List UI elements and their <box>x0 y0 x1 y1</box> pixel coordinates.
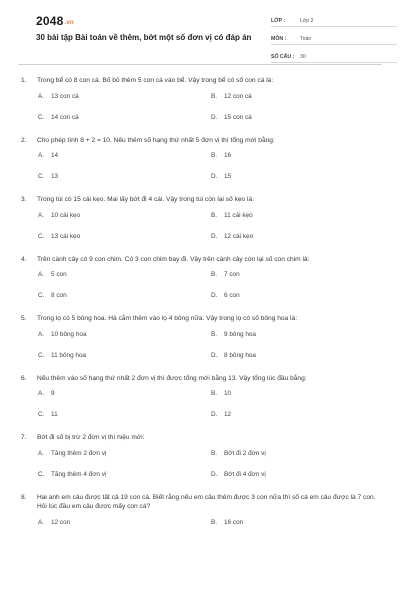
answer-option[interactable] <box>211 389 384 398</box>
option-letter: D. <box>211 232 218 240</box>
question-item <box>18 493 382 527</box>
meta-value: Lớp 2 <box>300 18 314 24</box>
logo-text: 2048 <box>36 14 64 28</box>
option-text: 13 con cá <box>51 92 79 100</box>
answer-option[interactable] <box>211 449 384 458</box>
question-line <box>18 493 382 512</box>
answer-option[interactable] <box>211 518 384 527</box>
answer-option[interactable] <box>38 270 211 279</box>
answer-option[interactable] <box>38 211 211 220</box>
question-text: Hai anh em câu được tất cả 19 con cá. Biết rằng nếu em câu thêm được 3 con nữa thì số cá em câu được là 7 con. Hỏi lúc đầu em câu được mấy con cá? <box>37 493 376 510</box>
question-line <box>18 255 382 265</box>
question-item <box>18 314 382 360</box>
option-text: 7 con <box>224 271 240 278</box>
answer-option[interactable] <box>211 351 384 360</box>
option-letter: B. <box>211 390 218 397</box>
option-letter: B. <box>211 211 218 219</box>
answer-options <box>38 330 382 360</box>
meta-row <box>271 14 397 27</box>
option-text: 10 bông hoa <box>51 330 87 338</box>
answer-options <box>38 518 382 527</box>
option-letter: B. <box>211 330 218 338</box>
option-letter: A. <box>38 152 45 159</box>
question-item <box>18 195 382 241</box>
answer-option[interactable] <box>38 351 211 360</box>
answer-option[interactable] <box>211 151 384 160</box>
answer-option[interactable] <box>211 291 384 300</box>
answer-option[interactable] <box>38 151 211 160</box>
question-number: 8. <box>21 493 27 501</box>
answer-option[interactable] <box>38 232 211 241</box>
question-item <box>18 433 382 479</box>
answer-option[interactable] <box>211 211 384 220</box>
option-letter: C. <box>38 351 45 359</box>
question-line <box>18 374 382 384</box>
answer-options <box>38 151 382 181</box>
option-text: 8 bông hoa <box>224 351 256 359</box>
option-text: 14 con cá <box>51 113 79 121</box>
meta-key: MÔN : <box>271 36 287 42</box>
question-item <box>18 76 382 122</box>
meta-info <box>271 14 397 68</box>
answer-options <box>38 211 382 241</box>
question-text: Bớt đi số bị trừ 2 đơn vị thì hiệu mới: <box>37 434 145 441</box>
answer-options <box>38 449 382 479</box>
header <box>18 0 382 64</box>
option-letter: C. <box>38 232 45 240</box>
option-text: 9 <box>51 390 55 397</box>
option-letter: B. <box>211 152 218 159</box>
option-letter: A. <box>38 211 45 219</box>
option-text: 9 bông hoa <box>224 330 256 338</box>
answer-option[interactable] <box>38 389 211 398</box>
option-text: Bớt đi 2 đơn vị <box>224 449 266 457</box>
question-line <box>18 76 382 86</box>
meta-row <box>271 50 397 63</box>
meta-value: 30 <box>300 54 306 60</box>
option-letter: C. <box>38 292 45 299</box>
option-text: 15 <box>224 173 232 180</box>
option-text: 15 con cá <box>224 113 252 121</box>
option-letter: A. <box>38 518 45 526</box>
question-number: 3. <box>21 196 27 203</box>
answer-options <box>38 92 382 122</box>
question-number: 1. <box>21 77 27 84</box>
option-letter: C. <box>38 173 45 180</box>
question-line <box>18 433 382 443</box>
question-number: 6. <box>21 374 27 382</box>
option-text: 12 cái kẹo <box>224 232 254 240</box>
answer-option[interactable] <box>38 518 211 527</box>
answer-option[interactable] <box>38 410 211 419</box>
option-text: 11 cái kẹo <box>224 211 253 219</box>
option-text: Bớt đi 4 đơn vị <box>224 470 266 478</box>
answer-option[interactable] <box>38 172 211 181</box>
option-letter: A. <box>38 92 45 100</box>
meta-key: SỐ CÂU : <box>271 54 295 60</box>
option-text: 10 <box>224 390 232 397</box>
option-text: Tăng thêm 2 đơn vị <box>51 449 107 457</box>
option-letter: D. <box>211 173 218 180</box>
header-divider <box>18 64 382 65</box>
option-text: 5 con <box>51 271 67 278</box>
answer-option[interactable] <box>211 113 384 122</box>
answer-options <box>38 270 382 300</box>
answer-option[interactable] <box>211 330 384 339</box>
option-text: 12 con cá <box>224 92 252 100</box>
answer-option[interactable] <box>211 470 384 479</box>
option-letter: C. <box>38 411 45 418</box>
answer-option[interactable] <box>211 92 384 101</box>
option-text: 16 <box>224 152 232 159</box>
question-text: Trong túi có 15 cái kẹo. Mai lấy bớt đi 4 cái. Vậy trong túi còn lại số kẹo là: <box>37 196 255 203</box>
option-letter: D. <box>211 411 218 418</box>
option-letter: B. <box>211 518 218 526</box>
option-text: 16 con <box>224 518 244 526</box>
option-text: 13 <box>51 173 59 180</box>
question-line <box>18 136 382 146</box>
option-text: Tăng thêm 4 đơn vị <box>51 470 107 478</box>
option-text: 11 bông hoa <box>51 351 87 359</box>
site-logo[interactable] <box>36 14 74 28</box>
question-item <box>18 255 382 301</box>
question-number: 7. <box>21 434 27 441</box>
option-letter: B. <box>211 449 218 457</box>
option-letter: A. <box>38 390 45 397</box>
option-text: 12 con <box>51 518 71 526</box>
worksheet-title: 30 bài tập Bài toán về thêm, bớt một số đơn vị có đáp án <box>36 33 252 42</box>
answer-option[interactable] <box>211 270 384 279</box>
question-text: Trên cành cây có 9 con chim. Có 3 con chim bay đi. Vậy trên cành cây còn lại số con chim là: <box>37 255 310 263</box>
option-letter: C. <box>38 470 45 478</box>
option-letter: D. <box>211 351 218 359</box>
option-text: 14 <box>51 152 59 159</box>
option-letter: A. <box>38 449 45 457</box>
answer-option[interactable] <box>211 410 384 419</box>
option-text: 8 con <box>51 292 67 299</box>
question-number: 2. <box>21 136 27 144</box>
logo-domain: .vn <box>64 20 74 26</box>
option-text: 6 con <box>224 292 240 299</box>
answer-option[interactable] <box>38 291 211 300</box>
option-text: 10 cái kẹo <box>51 211 81 219</box>
option-letter: C. <box>38 113 45 121</box>
option-letter: B. <box>211 271 218 278</box>
question-number: 4. <box>21 255 27 263</box>
answer-option[interactable] <box>211 172 384 181</box>
option-letter: A. <box>38 330 45 338</box>
question-line <box>18 195 382 205</box>
answer-option[interactable] <box>211 232 384 241</box>
question-text: Trong bể có 8 con cá. Bố bỏ thêm 5 con cá vào bể. Vậy trong bể có số con cá là: <box>37 77 274 84</box>
option-text: 13 cái kẹo <box>51 232 81 240</box>
question-item <box>18 374 382 420</box>
meta-value: Toán <box>300 36 312 42</box>
question-line <box>18 314 382 324</box>
answer-option[interactable] <box>38 330 211 339</box>
question-list <box>18 76 382 541</box>
answer-option[interactable] <box>38 113 211 122</box>
option-letter: D. <box>211 470 218 478</box>
option-letter: A. <box>38 271 45 278</box>
option-text: 12 <box>224 411 232 418</box>
question-text: Trong lọ có 5 bông hoa. Hà cắm thêm vào lọ 4 bông nữa. Vậy trong lọ có số bông hoa là: <box>37 315 298 322</box>
answer-option[interactable] <box>38 449 211 458</box>
answer-option[interactable] <box>38 470 211 479</box>
option-letter: D. <box>211 113 218 121</box>
answer-options <box>38 389 382 419</box>
question-text: Cho phép tính 8 + 2 = 10. Nếu thêm số hạng thứ nhất 5 đơn vị thì tổng mới bằng: <box>37 136 275 144</box>
question-text: Nếu thêm vào số hạng thứ nhất 2 đơn vị thì được tổng mới bằng 13. Vậy tổng lúc đầu bằng: <box>37 374 307 382</box>
meta-row <box>271 32 397 45</box>
option-letter: D. <box>211 292 218 299</box>
question-number: 5. <box>21 315 27 322</box>
meta-key: LỚP : <box>271 18 286 24</box>
answer-option[interactable] <box>38 92 211 101</box>
option-letter: B. <box>211 92 218 100</box>
option-text: 11 <box>51 411 58 418</box>
question-item <box>18 136 382 182</box>
